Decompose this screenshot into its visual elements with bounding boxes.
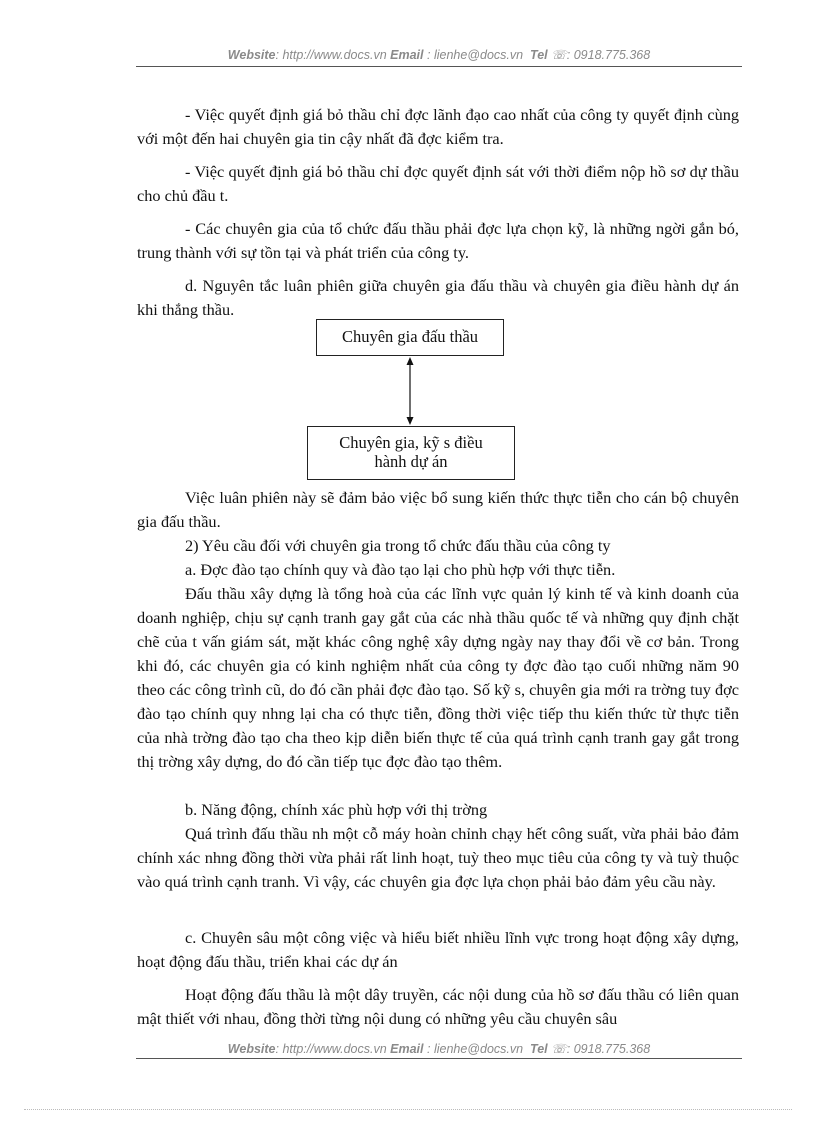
page-edge-divider — [24, 1109, 792, 1110]
footer-website-value: : http://www.docs.vn — [275, 1042, 387, 1056]
tel-label: Tel — [530, 48, 548, 62]
footer-email-value: : lienhe@docs.vn — [427, 1042, 524, 1056]
subheading-a: a. Đợc đào tạo chính quy và đào tạo lại cho phù hợp với thực tiễn. — [185, 560, 616, 579]
footer-tel-value: : 0918.775.368 — [566, 1042, 651, 1056]
footer-phone-icon: ☏ — [551, 1042, 567, 1056]
bidding-expert-box: Chuyên gia đấu thầu — [316, 319, 504, 356]
subheading-b: b. Năng động, chính xác phù hợp với thị trờng — [185, 800, 488, 819]
tel-value: : 0918.775.368 — [566, 48, 651, 62]
bidirectional-arrow-icon — [404, 357, 416, 425]
paragraph-8: Hoạt động đấu thầu là một dây truyền, các nội dung của hồ sơ đấu thầu có liên quan mật thiết với nhau, đồng thời từng nội dung có những yêu cầu chuyên sâu — [137, 985, 739, 1028]
footer-rule — [136, 1058, 742, 1059]
paragraph-6: Đấu thầu xây dựng là tổng hoà của các lĩnh vực quản lý kinh tế và kinh doanh của doanh nghiệp, chịu sự cạnh tranh gay gắt của các nhà thầu quốc tế và những quy định chặt chẽ của t vấn giám sát, mặt khác công nghệ xây dựng ngày nay thay đổi về cơ bản. Trong khi đó, các chuyên gia có kinh nghiệm nhất của công ty đợc đào tạo cuối những năm 90 theo các công trình cũ, do đó cần phải đợc đào tạo. Số kỹ s, chuyên gia mới ra trờng tuy đợc đào tạo chính quy nhng lại cha có thực tiễn, đồng thời việc tiếp thu kiến thức từ thực tiễn của nhà trờng đào tạo cha theo kịp diễn biến thực tế của quá trình cạnh tranh gay gắt trong thị trờng xây dựng, do đó cần tiếp tục đợc đào tạo thêm. — [137, 584, 739, 771]
section-heading-2: 2) Yêu cầu đối với chuyên gia trong tổ chức đấu thầu của công ty — [185, 536, 611, 555]
footer-email-label: Email — [390, 1042, 424, 1056]
footer-tel-label: Tel — [530, 1042, 548, 1056]
page-footer — [136, 1041, 742, 1056]
project-manager-line1: Chuyên gia, kỹ s điều — [339, 433, 483, 452]
paragraph-3: - Các chuyên gia của tổ chức đấu thầu phải đợc lựa chọn kỹ, là những ngời gắn bó, trung thành với sự tồn tại và phát triển của công ty. — [137, 219, 739, 262]
paragraph-4: d. Nguyên tắc luân phiên giữa chuyên gia đấu thầu và chuyên gia điều hành dự án khi thắng thầu. — [137, 276, 739, 319]
email-value: : lienhe@docs.vn — [427, 48, 524, 62]
subheading-c: c. Chuyên sâu một công việc và hiểu biết nhiều lĩnh vực trong hoạt động xây dựng, hoạt động đấu thầu, triển khai các dự án — [137, 928, 739, 971]
website-value: : http://www.docs.vn — [275, 48, 387, 62]
page-header — [136, 47, 742, 62]
paragraph-2: - Việc quyết định giá bỏ thầu chỉ đợc quyết định sát với thời điểm nộp hồ sơ dự thầu cho chủ đầu t. — [137, 162, 739, 205]
header-rule — [136, 66, 742, 67]
footer-website-label: Website — [227, 1042, 276, 1056]
paragraph-7: Quá trình đấu thầu nh một cỗ máy hoàn chỉnh chạy hết công suất, vừa phải bảo đảm chính xác nhng đồng thời vừa phải rất linh hoạt, tuỳ theo mục tiêu của công ty và tuỳ thuộc vào quá trình cạnh tranh. Vì vậy, các chuyên gia đợc lựa chọn phải bảo đảm yêu cầu này. — [137, 824, 739, 891]
phone-icon: ☏ — [551, 48, 567, 62]
project-manager-box — [307, 426, 515, 480]
website-label: Website — [227, 48, 276, 62]
paragraph-1: - Việc quyết định giá bỏ thầu chỉ đợc lãnh đạo cao nhất của công ty quyết định cùng với một đến hai chuyên gia tin cậy nhất đã đợc kiểm tra. — [137, 105, 739, 148]
project-manager-line2: hành dự án — [374, 452, 448, 471]
paragraph-5: Việc luân phiên này sẽ đảm bảo việc bổ sung kiến thức thực tiễn cho cán bộ chuyên gia đấu thầu. — [137, 488, 739, 531]
email-label: Email — [390, 48, 424, 62]
